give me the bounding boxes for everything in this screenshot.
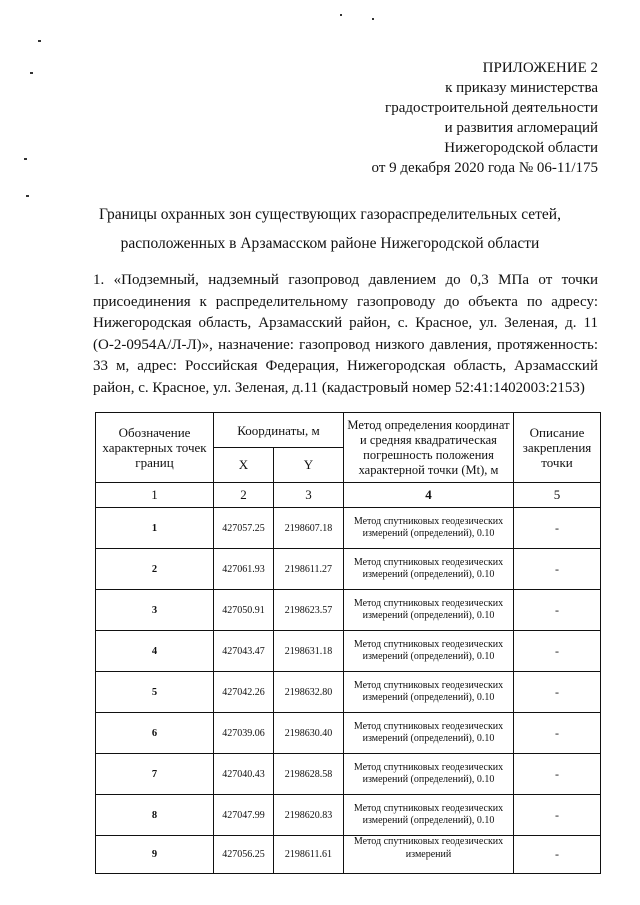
point-number: 2	[96, 549, 214, 590]
coord-y: 2198631.18	[274, 631, 344, 672]
scan-speck	[26, 195, 29, 197]
coord-y: 2198623.57	[274, 590, 344, 631]
scan-speck	[372, 18, 374, 20]
method-cell: Метод спутниковых геодезических измерений (определений), 0.10	[344, 549, 514, 590]
desc-cell: -	[514, 508, 601, 549]
method-cell: Метод спутниковых геодезических измерений (определений), 0.10	[344, 713, 514, 754]
coord-y: 2198607.18	[274, 508, 344, 549]
scan-speck	[24, 158, 27, 160]
point-number: 1	[96, 508, 214, 549]
coord-x: 427043.47	[214, 631, 274, 672]
coord-y: 2198611.27	[274, 549, 344, 590]
coord-x: 427039.06	[214, 713, 274, 754]
appendix-header	[298, 58, 598, 178]
point-number: 9	[96, 836, 214, 874]
method-cell: Метод спутниковых геодезических измерений (определений), 0.10	[344, 754, 514, 795]
header-x: X	[214, 448, 274, 483]
header-point: Обозначение характерных точек границ	[96, 413, 214, 483]
table-row	[96, 590, 601, 631]
object-description: 1. «Подземный, надземный газопровод давлением до 0,3 МПа от точки присоединения к распределительному газопроводу до объекта по адресу: Нижегородская область, Арзамасский район, с. Красное, ул. Зеленая, д. 11 (О-2-0954А/Л-Л)», назначение: газопровод низкого давления, протяженность: 33 м, адрес: Российская Федерация, Нижегородская область, Арзамасский район, с. Красное, ул. Зеленая, д.11 (кадастровый номер 52:41:1402003:2153)	[93, 272, 598, 396]
method-cell: Метод спутниковых геодезических измерений (определений), 0.10	[344, 631, 514, 672]
desc-cell: -	[514, 631, 601, 672]
column-number-row	[96, 483, 601, 508]
appendix-date: от 9 декабря 2020 года № 06-11/175	[371, 160, 598, 176]
coord-y: 2198628.58	[274, 754, 344, 795]
table-row	[96, 549, 601, 590]
point-number: 8	[96, 795, 214, 836]
coord-y: 2198632.80	[274, 672, 344, 713]
scan-speck	[340, 14, 342, 16]
desc-cell: -	[514, 836, 601, 874]
scan-speck	[30, 72, 33, 74]
point-number: 3	[96, 590, 214, 631]
table-row	[96, 631, 601, 672]
header-coords: Координаты, м	[214, 413, 344, 448]
header-y: Y	[274, 448, 344, 483]
point-number: 6	[96, 713, 214, 754]
table-row	[96, 795, 601, 836]
point-number: 4	[96, 631, 214, 672]
method-cell: Метод спутниковых геодезических измерений (определений), 0.10	[344, 672, 514, 713]
table-header-row	[96, 413, 601, 448]
title-line: расположенных в Арзамасском районе Нижегородской области	[120, 235, 540, 252]
method-cell: Метод спутниковых геодезических измерений (определений), 0.10	[344, 508, 514, 549]
method-cell: Метод спутниковых геодезических измерений	[344, 836, 514, 874]
table-row	[96, 713, 601, 754]
appendix-line: к приказу министерства	[445, 80, 598, 96]
appendix-line: градостроительной деятельности	[385, 100, 598, 116]
coord-x: 427056.25	[214, 836, 274, 874]
coord-x: 427057.25	[214, 508, 274, 549]
scan-speck	[38, 40, 41, 42]
coord-x: 427061.93	[214, 549, 274, 590]
table-row	[96, 508, 601, 549]
coord-x: 427040.43	[214, 754, 274, 795]
appendix-line: и развития агломераций	[444, 120, 598, 136]
column-number: 4	[344, 483, 514, 508]
desc-cell: -	[514, 672, 601, 713]
point-number: 5	[96, 672, 214, 713]
column-number: 2	[214, 483, 274, 508]
header-desc: Описание закрепления точки	[514, 413, 601, 483]
table-row	[96, 672, 601, 713]
method-cell: Метод спутниковых геодезических измерений (определений), 0.10	[344, 795, 514, 836]
coord-y: 2198611.61	[274, 836, 344, 874]
appendix-title: ПРИЛОЖЕНИЕ 2	[482, 60, 598, 76]
column-number: 5	[514, 483, 601, 508]
coord-x: 427050.91	[214, 590, 274, 631]
column-number: 3	[274, 483, 344, 508]
coord-x: 427047.99	[214, 795, 274, 836]
coord-y: 2198620.83	[274, 795, 344, 836]
title-line: Границы охранных зон существующих газораспределительных сетей,	[99, 206, 561, 223]
desc-cell: -	[514, 549, 601, 590]
method-cell: Метод спутниковых геодезических измерений (определений), 0.10	[344, 590, 514, 631]
document-title	[60, 200, 600, 258]
appendix-line: Нижегородской области	[444, 140, 598, 156]
coordinates-table	[95, 412, 601, 874]
desc-cell: -	[514, 713, 601, 754]
desc-cell: -	[514, 795, 601, 836]
coord-y: 2198630.40	[274, 713, 344, 754]
column-number: 1	[96, 483, 214, 508]
header-method: Метод определения координат и средняя квадратическая погрешность положения характерной точки (Mt), м	[344, 413, 514, 483]
coord-x: 427042.26	[214, 672, 274, 713]
point-number: 7	[96, 754, 214, 795]
desc-cell: -	[514, 590, 601, 631]
table-row	[96, 836, 601, 874]
desc-cell: -	[514, 754, 601, 795]
table-row	[96, 754, 601, 795]
